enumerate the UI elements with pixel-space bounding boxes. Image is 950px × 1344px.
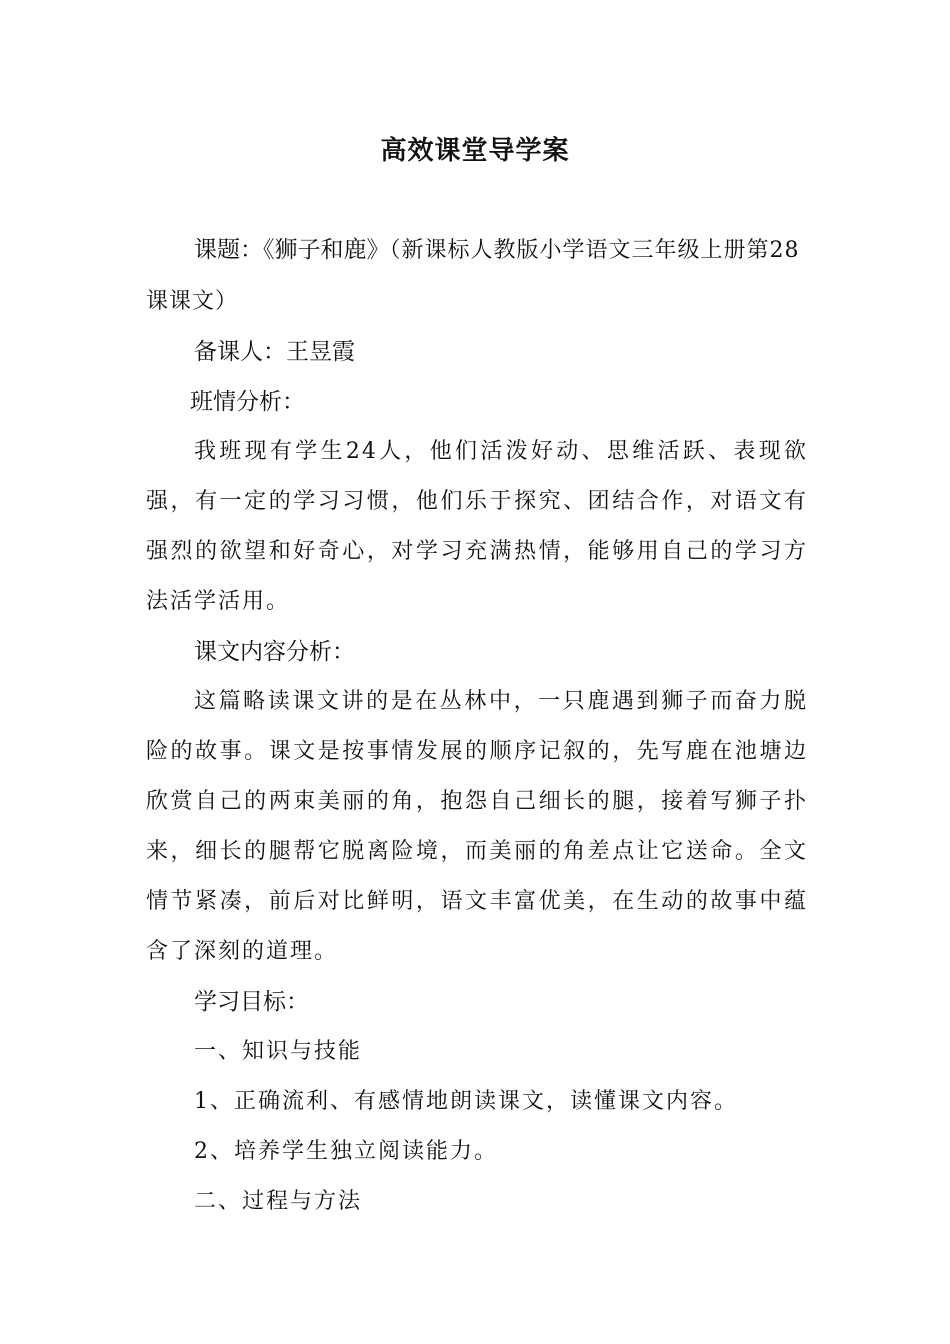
learning-goals-heading: 学习目标： — [194, 989, 309, 1015]
goal-section-process: 二、过程与方法 — [194, 1189, 363, 1214]
document-title: 高效课堂导学案 — [380, 136, 570, 166]
content-analysis-text: 这篇略读课文讲的是在丛林中，一只鹿遇到狮子而奋力脱险的故事。课文是按事情发展的顺序记叙的，先写鹿在池塘边欣赏自己的两束美丽的角，抱怨自己细长的腿，接着写狮子扑来，细长的腿帮它脱离险境，而美丽的角差点让它送命。全文情节紧凑，前后对比鲜明，语文丰富优美，在生动的故事中蕴含了深刻的道理。 — [146, 689, 808, 964]
lesson-subject-label: 课题：《狮子和鹿》 — [194, 237, 390, 263]
preparer-line: 备课人：王昱霞 — [194, 339, 355, 365]
goal-item-2: 2、培养学生独立阅读能力。 — [194, 1139, 498, 1164]
goal-item-1: 1、正确流利、有感情地朗读课文，读懂课文内容。 — [194, 1089, 738, 1114]
class-analysis-heading: 班情分析： — [190, 389, 305, 415]
document-body — [146, 225, 808, 1227]
lesson-subject-note: （新课标人教版小学语文三年级上册第28课课文） — [146, 238, 800, 314]
goal-section-knowledge: 一、知识与技能 — [194, 1039, 363, 1064]
class-analysis-text: 我班现有学生24人，他们活泼好动、思维活跃、表现欲强，有一定的学习习惯，他们乐于探究、团结合作，对语文有强烈的欲望和好奇心，对学习充满热情，能够用自己的学习方法活学活用。 — [146, 439, 808, 614]
content-analysis-heading: 课文内容分析： — [194, 639, 355, 665]
lesson-subject — [146, 225, 808, 327]
